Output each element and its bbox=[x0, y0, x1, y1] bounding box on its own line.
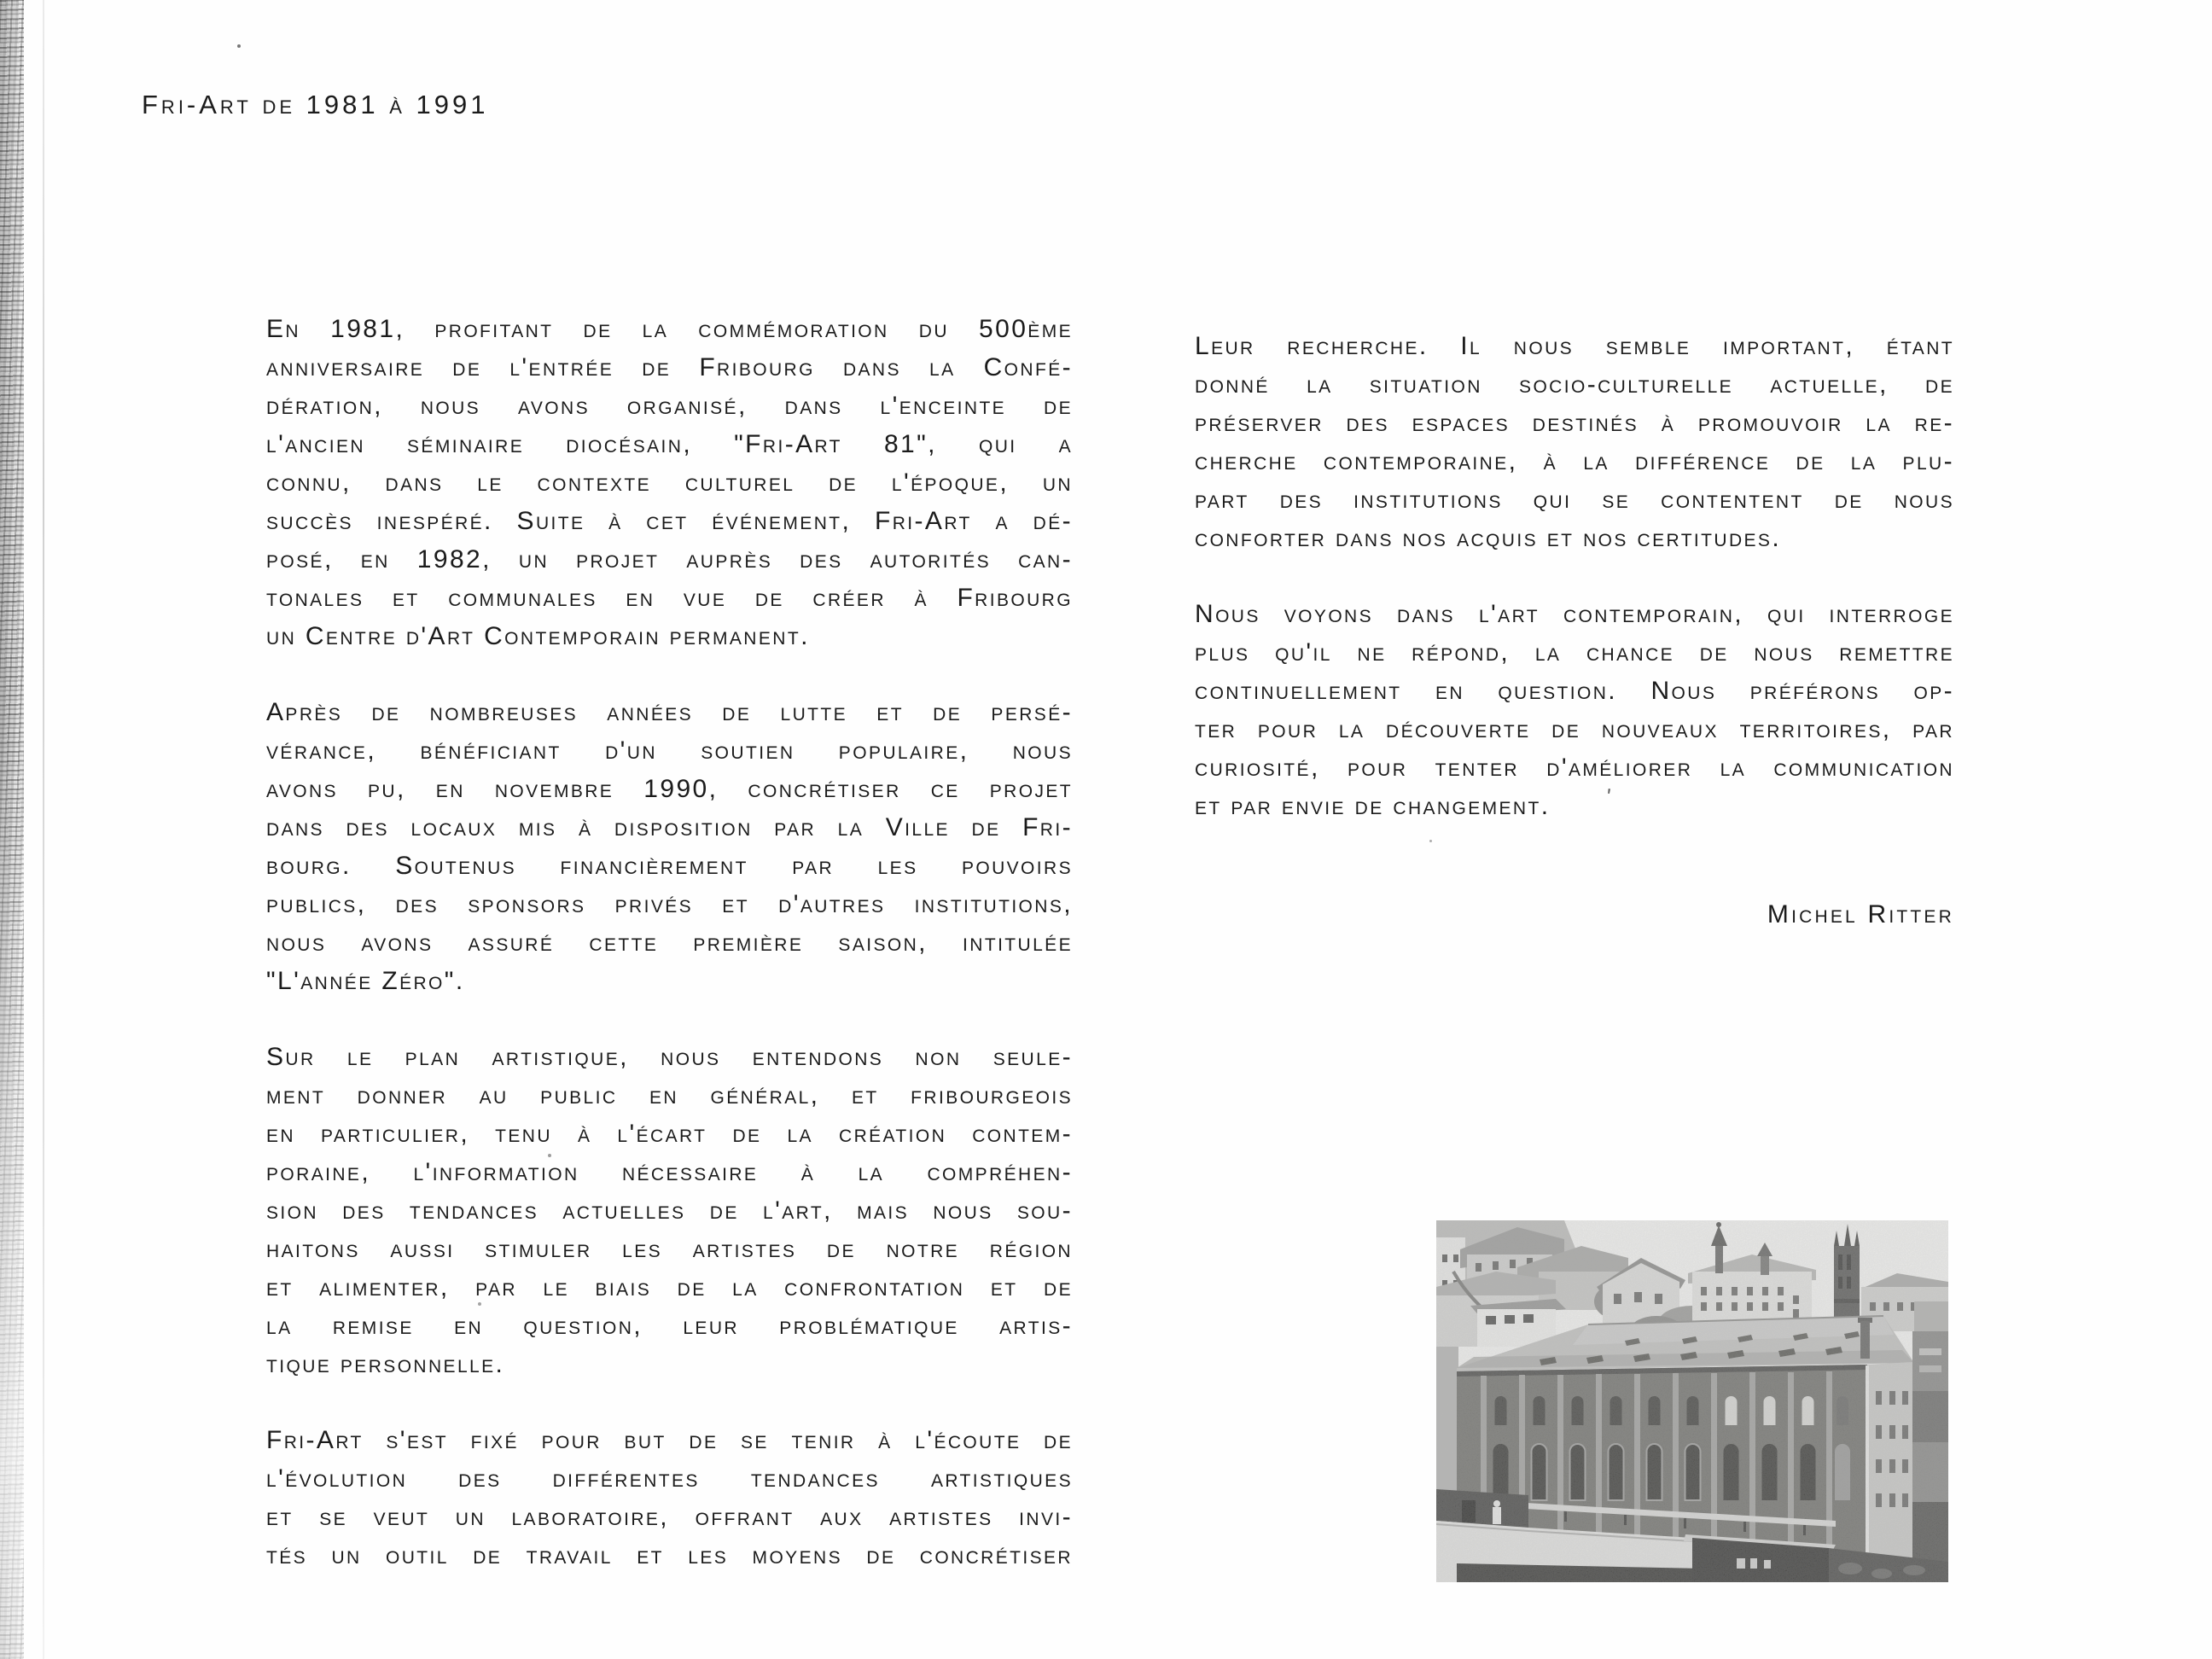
text-line: dération, nous avons organisé, dans l'enceinte de bbox=[266, 392, 1073, 420]
text-line: et par envie de changement. bbox=[1195, 792, 1551, 820]
text-line: préserver des espaces destinés à promouvoir la re- bbox=[1195, 409, 1954, 437]
text-line: "L'année Zéro". bbox=[266, 967, 465, 995]
paragraph-3 bbox=[266, 1038, 1073, 1383]
text-line: nous avons assuré cette première saison, intitulée bbox=[266, 928, 1073, 957]
page-title: Fri-Art de 1981 à 1991 bbox=[142, 90, 489, 119]
scan-speck bbox=[237, 44, 241, 48]
text-line: dans des locaux mis à disposition par la Ville de Fri- bbox=[266, 813, 1073, 841]
scan-speck bbox=[1429, 840, 1432, 842]
text-line: anniversaire de l'entrée de Fribourg dans la Confé- bbox=[266, 353, 1073, 381]
text-line: avons pu, en novembre 1990, concrétiser ce projet bbox=[266, 775, 1073, 803]
text-line: vérance, bénéficiant d'un soutien populaire, nous bbox=[266, 736, 1073, 765]
text-line: poraine, l'information nécessaire à la compréhen- bbox=[266, 1158, 1073, 1186]
text-line: l'ancien séminaire diocésain, "Fri-Art 81", qui a bbox=[266, 430, 1073, 458]
paragraph-1 bbox=[266, 310, 1073, 655]
text-line: En 1981, profitant de la commémoration du 500ème bbox=[266, 315, 1073, 343]
text-line: Fri-Art s'est fixé pour but de se tenir à l'écoute de bbox=[266, 1426, 1073, 1454]
text-line: la remise en question, leur problématique artis- bbox=[266, 1312, 1073, 1340]
scan-edge-artifact bbox=[0, 0, 24, 1659]
text-line: plus qu'il ne répond, la chance de nous remettre bbox=[1195, 638, 1954, 667]
left-text-column bbox=[266, 310, 1073, 1575]
building-photograph bbox=[1436, 1220, 1948, 1582]
text-line: Après de nombreuses années de lutte et de persé- bbox=[266, 698, 1073, 726]
text-line: publics, des sponsors privés et d'autres institutions, bbox=[266, 890, 1073, 918]
stray-mark: ' bbox=[1604, 783, 1613, 810]
text-line: tés un outil de travail et les moyens de concrétiser bbox=[266, 1541, 1073, 1569]
paragraph-2 bbox=[266, 693, 1073, 1000]
text-line: ment donner au public en général, et fribourgeois bbox=[266, 1081, 1073, 1109]
scan-speck bbox=[548, 1154, 551, 1157]
text-line: conforter dans nos acquis et nos certitudes. bbox=[1195, 524, 1782, 552]
text-line: l'évolution des différentes tendances artistiques bbox=[266, 1464, 1073, 1493]
text-line: cherche contemporaine, à la différence de la plu- bbox=[1195, 447, 1954, 475]
text-line: tonales et communales en vue de créer à Fribourg bbox=[266, 584, 1073, 612]
right-text-column bbox=[1195, 327, 1954, 934]
page-edge-shadow bbox=[43, 0, 44, 1659]
text-line: un Centre d'Art Contemporain permanent. bbox=[266, 622, 810, 650]
text-line: en particulier, tenu à l'écart de la création contem- bbox=[266, 1120, 1073, 1148]
text-line: haitons aussi stimuler les artistes de notre région bbox=[266, 1235, 1073, 1263]
text-line: curiosité, pour tenter d'améliorer la communication bbox=[1195, 754, 1954, 782]
scan-speck bbox=[478, 1302, 481, 1306]
paragraph-6 bbox=[1195, 595, 1954, 825]
text-line: et alimenter, par le biais de la confrontation et de bbox=[266, 1273, 1073, 1301]
building-photograph-art bbox=[1436, 1220, 1948, 1582]
text-line: posé, en 1982, un projet auprès des autorités can- bbox=[266, 545, 1073, 573]
text-line: Nous voyons dans l'art contemporain, qui interroge bbox=[1195, 600, 1954, 628]
text-line: Sur le plan artistique, nous entendons non seule- bbox=[266, 1043, 1073, 1071]
paragraph-4 bbox=[266, 1421, 1073, 1575]
text-line: bourg. Soutenus financièrement par les pouvoirs bbox=[266, 852, 1073, 880]
text-line: donné la situation socio-culturelle actuelle, de bbox=[1195, 370, 1954, 399]
author-signature: Michel Ritter bbox=[1767, 900, 1954, 928]
text-line: part des institutions qui se contentent de nous bbox=[1195, 486, 1954, 514]
text-line: ter pour la découverte de nouveaux territoires, par bbox=[1195, 715, 1954, 743]
text-line: connu, dans le contexte culturel de l'époque, un bbox=[266, 469, 1073, 497]
text-line: succès inespéré. Suite à cet événement, Fri-Art a dé- bbox=[266, 507, 1073, 535]
text-line: sion des tendances actuelles de l'art, mais nous sou- bbox=[266, 1196, 1073, 1225]
text-line: continuellement en question. Nous préférons op- bbox=[1195, 677, 1954, 705]
text-line: tique personnelle. bbox=[266, 1350, 505, 1378]
paragraph-5 bbox=[1195, 327, 1954, 557]
text-line: et se veut un laboratoire, offrant aux artistes invi- bbox=[266, 1503, 1073, 1531]
text-line: Leur recherche. Il nous semble important, étant bbox=[1195, 332, 1954, 360]
